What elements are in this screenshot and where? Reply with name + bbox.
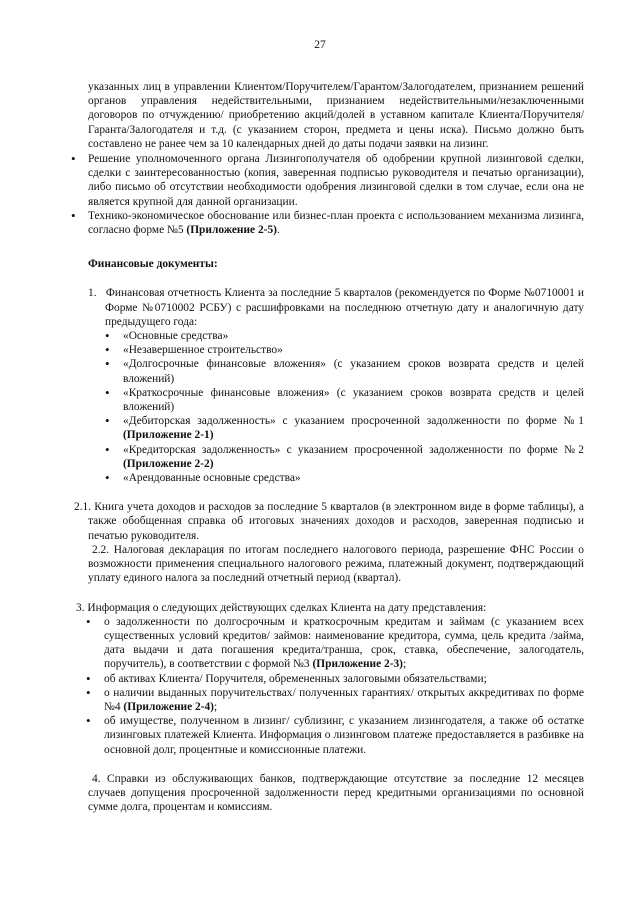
item-4: 4. Справки из обслуживающих банков, подтверждающие отсутствие за последние 12 месяцев случаев допущения просроченной задолженности перед кредитными организациями по основной сумме долга, процентам и комиссиям. [88, 772, 584, 814]
intro-paragraph: указанных лиц в управлении Клиентом/Поручителем/Гарантом/Залогодателем, признанием решений органов управления недействительными, признанием недействительными/незаключенными договоров по отчуждению/ приобретению акций/долей в уставном капитале Клиента/Поручителя/Гаранта/Залогодателя и т.д. (с указанием сторон, предмета и цены иска). Письмо должно быть составлено не ранее чем за 10 календарных дней до даты подачи заявки на лизинг. [88, 81, 584, 150]
list-item: • об имуществе, полученном в лизинг/ сублизинг, с указанием лизингодателя, а также об остатке лизинговых платежей Клиента. Информация о лизинговом платеже предоставляется в разбивке на основной долг, процентные и комиссионные платежи. [104, 714, 584, 757]
financial-documents-heading: Финансовые документы: [88, 258, 218, 271]
list-item: • о задолженности по долгосрочным и краткосрочным кредитам и займам (с указанием всех существенных условий кредитов/ займов: наименование кредитора, сумма, цель кредита /займа, дата выдачи и дата погашения кредита/транша, срок, ставка, обеспечение, залогодатель, поручитель), в соответствии с формой №3 (Приложение 2-3); [104, 615, 584, 672]
item-number: 1. [88, 287, 97, 300]
item-1 [88, 286, 584, 485]
list-item [88, 152, 584, 209]
item-1-text [88, 286, 584, 329]
top-bullet-list [88, 152, 584, 237]
list-item: • «Кредиторская задолженность» с указанием просроченной задолженности по форме №2 (Приложение 2-2) [123, 443, 584, 471]
item-2-2: 2.2. Налоговая декларация по итогам последнего налогового периода, разрешение ФНС России о возможности применения специального налогового режима, платежный документ, подтверждающий уплату единого налога за последний отчетный период (квартал). [88, 543, 584, 585]
item-1-bullets [88, 329, 584, 485]
item-3-bullets [88, 615, 584, 757]
appendix-ref: (Приложение 2-1) [123, 429, 214, 442]
bullet-suffix: . [276, 224, 280, 237]
list-item: • «Дебиторская задолженность» с указанием просроченной задолженности по форме №1 (Приложение 2-1) [123, 414, 584, 442]
appendix-ref: (Приложение 2-3) [312, 658, 403, 671]
list-item: • «Арендованные основные средства» [123, 471, 584, 485]
appendix-ref: (Приложение 2-2) [123, 457, 214, 470]
list-item: • о наличии выданных поручительствах/ полученных гарантиях/ открытых аккредитивах по форме №4 (Приложение 2-4); [104, 686, 584, 714]
list-item: • «Незавершенное строительство» [123, 343, 584, 357]
list-item: • об активах Клиента/ Поручителя, обремененных залоговыми обязательствами; [104, 672, 584, 686]
list-item: • «Основные средства» [123, 329, 584, 343]
item-2-1: 2.1. Книга учета доходов и расходов за последние 5 кварталов (в электронном виде в форме таблицы), а также обобщенная справка об итоговых значениях доходов и расходов, заверенная подписью и печатью руководителя. [74, 501, 584, 542]
list-item [88, 209, 584, 237]
list-item: • «Краткосрочные финансовые вложения» (с указанием сроков возврата средств и целей вложений) [123, 386, 584, 414]
list-item: • «Долгосрочные финансовые вложения» (с указанием сроков возврата средств и целей вложений) [123, 357, 584, 385]
item-text: Финансовая отчетность Клиента за последние 5 кварталов (рекомендуется по Форме №0710001 и Форме №0710002 РСБУ) с расшифровками на последнюю отчетную дату и аналогичную дату предыдущего года: [105, 287, 585, 328]
page-number: 27 [314, 39, 326, 51]
page-content [74, 80, 585, 814]
appendix-ref: (Приложение 2-4) [123, 700, 214, 713]
appendix-ref: (Приложение 2-5) [186, 224, 277, 237]
bullet-text: Решение уполномоченного органа Лизингополучателя об одобрении крупной лизинговой сделки, сделки с заинтересованностью (копия, заверенная подписью руководителя и печатью организации), либо письмо об отсутствии необходимости одобрения лизинговой сделки в том случае, если она не является крупной для данной организации. [88, 153, 584, 208]
item-3-text: 3. Информация о следующих действующих сделках Клиента на дату представления: [76, 601, 487, 614]
bullet-text: Технико-экономическое обоснование или бизнес-план проекта с использованием механизма лизинга, согласно форме №5 [88, 209, 584, 237]
